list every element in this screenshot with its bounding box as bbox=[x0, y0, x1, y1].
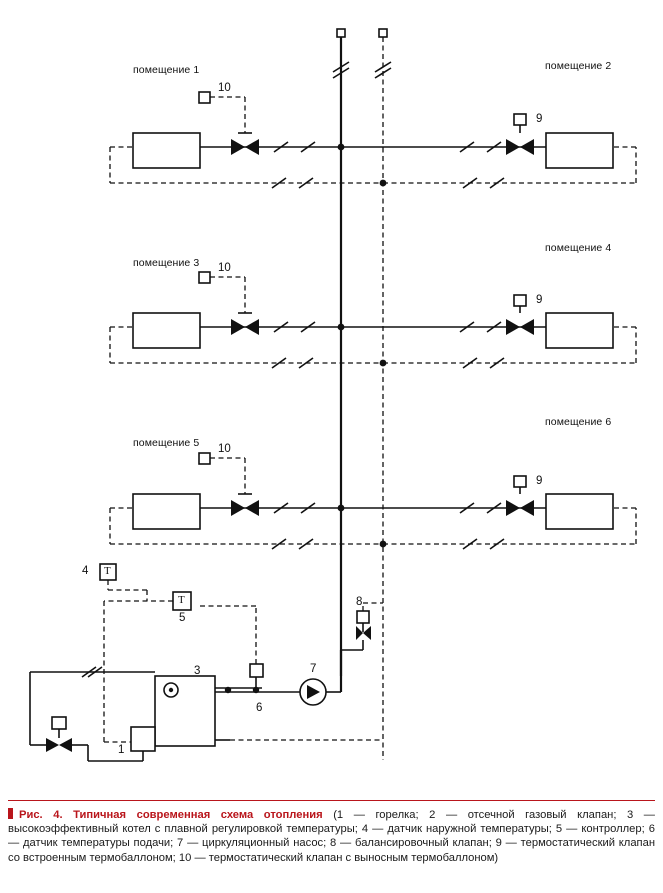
callout-10-floor1: 10 bbox=[218, 82, 231, 94]
caption-text bbox=[8, 808, 655, 865]
balancing-valve-8 bbox=[341, 603, 383, 650]
callout-1: 1 bbox=[118, 744, 125, 756]
callout-5: 5 bbox=[179, 612, 186, 624]
callout-10-floor3: 10 bbox=[218, 443, 231, 455]
callout-10-floor2: 10 bbox=[218, 262, 231, 274]
supply-riser bbox=[333, 29, 349, 676]
floor-1-right-circuit bbox=[341, 114, 636, 188]
room-label-3: помещение 3 bbox=[133, 257, 200, 269]
caption-divider bbox=[8, 800, 655, 801]
floor-3-right-circuit bbox=[341, 476, 636, 549]
floor-3-left-circuit bbox=[110, 494, 386, 549]
callout-9-floor1: 9 bbox=[536, 113, 543, 125]
callout-3: 3 bbox=[194, 665, 201, 677]
floor-3-thermostatic-valve-remote-bulb bbox=[199, 453, 245, 494]
floor-2-right-circuit bbox=[341, 295, 636, 368]
callout-6: 6 bbox=[256, 702, 263, 714]
callout-4: 4 bbox=[82, 565, 89, 577]
room-label-2: помещение 2 bbox=[545, 60, 612, 72]
callout-8: 8 bbox=[356, 596, 363, 608]
floor-1-thermostatic-valve-remote-bulb bbox=[199, 92, 245, 133]
caption-legend: (1 — горелка; 2 — отсечной газовый клапан; 3 — высокоэффективный котел с плавной регулировкой температуры; 4 — датчик наружной температуры; 5 — контроллер; 6 — датчик температуры подачи; 7 — циркуляционный насос; 8 — балансировочный клапан; 9 — термостатический клапан со встроенным термобаллоном; 10 — термостатический клапан с выносным термобаллоном) bbox=[8, 809, 655, 864]
callout-9-floor3: 9 bbox=[536, 475, 543, 487]
room-label-1: помещение 1 bbox=[133, 64, 200, 76]
room-label-4: помещение 4 bbox=[545, 242, 612, 254]
room-label-6: помещение 6 bbox=[545, 416, 612, 428]
callout-7: 7 bbox=[310, 663, 317, 675]
callout-9-floor2: 9 bbox=[536, 294, 543, 306]
circulation-pump-7 bbox=[262, 650, 341, 705]
caption-title: Рис. 4. Типичная современная схема отопления bbox=[19, 809, 323, 821]
controller-glyph: T bbox=[178, 594, 185, 606]
room-label-5: помещение 5 bbox=[133, 437, 200, 449]
floor-2-left-circuit bbox=[110, 313, 386, 368]
return-riser bbox=[375, 29, 391, 760]
outdoor-sensor-glyph: T bbox=[104, 565, 111, 577]
caption-marker bbox=[8, 808, 13, 819]
floor-2-thermostatic-valve-remote-bulb bbox=[199, 272, 245, 313]
floor-1-left-circuit bbox=[110, 133, 386, 188]
